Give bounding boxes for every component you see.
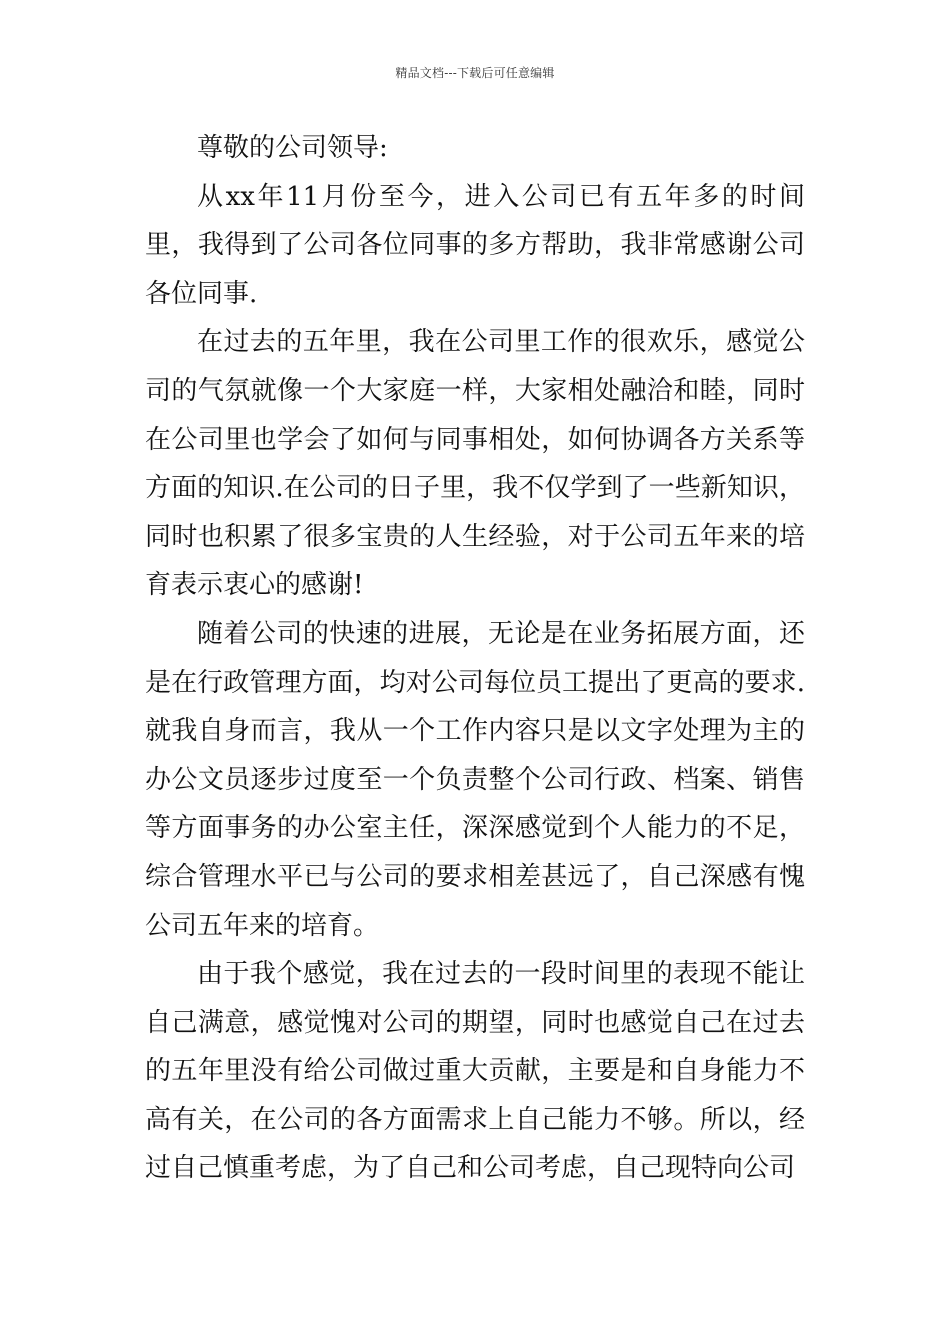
page-header: 精品文档---下载后可任意编辑 [395,66,555,80]
paragraph-3: 随着公司的快速的进展，无论是在业务拓展方面，还是在行政管理方面，均对公司每位员工提出了更高的要求.就我自身而言，我从一个工作内容只是以文字处理为主的办公文员逐步过度至一个负责整个公司行政、档案、销售等方面事务的办公室主任，深深感觉到个人能力的不足，综合管理水平已与公司的要求相差甚远了，自己深感有愧公司五年来的培育。 [145,618,805,941]
paragraph-1: 从xx年11月份至今，进入公司已有五年多的时间里，我得到了公司各位同事的多方帮助，我非常感谢公司各位同事. [145,181,805,309]
paragraph-4: 由于我个感觉，我在过去的一段时间里的表现不能让自己满意，感觉愧对公司的期望，同时也感觉自己在过去的五年里没有给公司做过重大贡献，主要是和自身能力不高有关，在公司的各方面需求上自己能力不够。所以，经过自己慎重考虑，为了自己和公司考虑，自己现特向公司 [145,959,805,1184]
salutation: 尊敬的公司领导: [197,133,388,163]
letter-body [145,124,805,1193]
paragraph-2: 在过去的五年里，我在公司里工作的很欢乐，感觉公司的气氛就像一个大家庭一样，大家相处融洽和睦，同时在公司里也学会了如何与同事相处，如何协调各方关系等方面的知识.在公司的日子里，我不仅学到了一些新知识，同时也积累了很多宝贵的人生经验，对于公司五年来的培育表示衷心的感谢! [145,327,805,601]
